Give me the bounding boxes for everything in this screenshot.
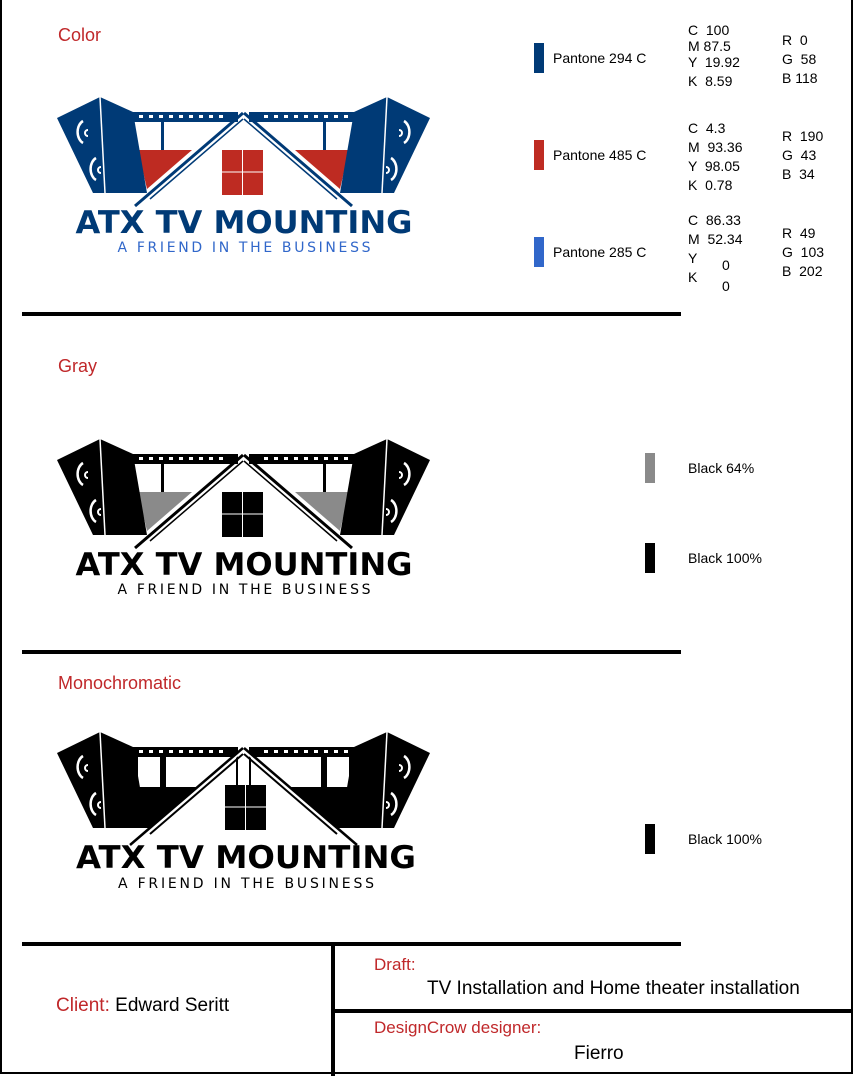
rgb-b: B 118 (782, 70, 818, 86)
pantone-label: Pantone 294 C (553, 50, 647, 66)
footer-divider-horizontal (331, 1009, 853, 1013)
divider (22, 942, 681, 946)
rgb-values (782, 224, 824, 281)
logo-monochromatic (50, 720, 440, 900)
client-label: Client: (56, 995, 110, 1016)
logo-tagline: A FRIEND IN THE BUSINESS (117, 240, 371, 256)
logo-name: ATX TV MOUNTING (75, 205, 413, 241)
section-title-color: Color (58, 25, 102, 45)
cmyk-m: M 52.34 (688, 231, 743, 247)
cmyk-y: Y 19.92 (688, 54, 740, 70)
cmyk-k-value: 0 (722, 278, 730, 294)
cmyk-y: Y 98.05 (688, 158, 740, 174)
rgb-g: G 103 (782, 244, 825, 260)
logo-half (57, 732, 243, 845)
divider (22, 312, 681, 316)
client-info (56, 995, 229, 1017)
rgb-g: G 58 (782, 51, 817, 67)
cmyk-k: K 8.59 (688, 73, 733, 89)
logo-color (50, 85, 440, 265)
rgb-r: R 0 (782, 32, 808, 48)
cmyk-yk-values (722, 255, 730, 297)
cmyk-k: K 0.78 (688, 177, 733, 193)
swatch-pantone-294 (534, 43, 544, 73)
cmyk-y: Y (688, 250, 698, 266)
cmyk-y-value: 0 (722, 257, 730, 273)
divider (22, 650, 681, 654)
logo-name: ATX TV MOUNTING (76, 840, 416, 876)
designer-label: DesignCrow designer: (374, 1018, 542, 1037)
pantone-label: Pantone 285 C (553, 244, 647, 260)
draft-value: TV Installation and Home theater installation (427, 978, 800, 999)
cmyk-values (688, 22, 740, 89)
designer-name: Fierro (574, 1043, 624, 1064)
rgb-b: B 202 (782, 263, 823, 279)
logo-name: ATX TV MOUNTING (75, 547, 413, 583)
rgb-r: R 190 (782, 128, 824, 144)
section-title-gray: Gray (58, 356, 98, 376)
logo-gray (50, 427, 440, 607)
rgb-g: G 43 (782, 147, 817, 163)
rgb-values (782, 31, 818, 88)
client-name: Edward Seritt (115, 995, 230, 1016)
cmyk-k: K (688, 269, 698, 285)
rgb-values (782, 127, 823, 184)
cmyk-c: C 86.33 (688, 212, 741, 228)
section-title-monochromatic: Monochromatic (58, 673, 182, 693)
rgb-r: R 49 (782, 225, 816, 241)
rgb-b: B 34 (782, 166, 815, 182)
cmyk-m: M 87.5 (688, 38, 731, 54)
swatch-black-64 (645, 453, 655, 483)
logo-half (57, 439, 243, 548)
cmyk-values (688, 119, 742, 195)
cmyk-c: C 100 (688, 22, 730, 38)
swatch-black-100 (645, 543, 655, 573)
swatch-label: Black 64% (688, 460, 755, 476)
draft-label: Draft: (374, 955, 416, 974)
cmyk-m: M 93.36 (688, 139, 743, 155)
cmyk-c: C 4.3 (688, 120, 726, 136)
swatch-label: Black 100% (688, 550, 762, 566)
pantone-label: Pantone 485 C (553, 147, 647, 163)
swatch-label: Black 100% (688, 831, 762, 847)
cmyk-values (688, 211, 742, 287)
logo-tagline: A FRIEND IN THE BUSINESS (118, 876, 374, 892)
swatch-black-100 (645, 824, 655, 854)
swatch-pantone-485 (534, 140, 544, 170)
logo-tagline: A FRIEND IN THE BUSINESS (117, 582, 371, 598)
swatch-pantone-285 (534, 237, 544, 267)
logo-half (57, 97, 243, 206)
